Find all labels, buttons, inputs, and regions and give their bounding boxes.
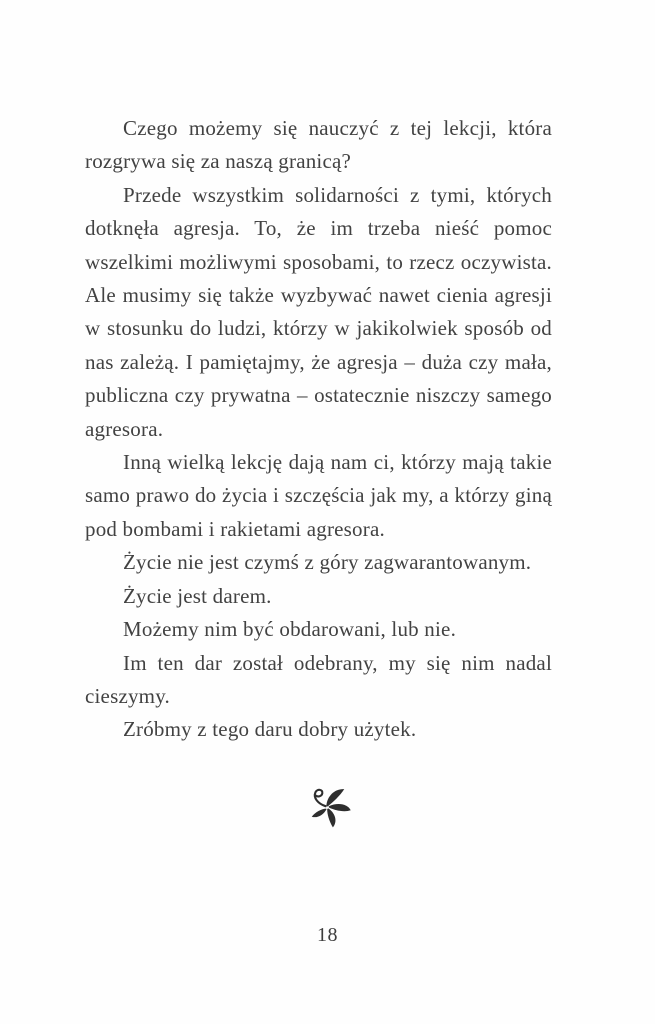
paragraph: Im ten dar został odebrany, my się nim nadal cieszymy. — [85, 650, 552, 708]
paragraph: Przede wszystkim solidarności z tymi, których dotknęła agresja. To, że im trzeba nieść pomoc wszelkimi możliwymi sposobami, to rzecz oczywista. Ale musimy się także wyzbywać nawet cienia agresji w stosunku do ludzi, którzy w jakikolwiek sposób od nas zależą. I pamiętajmy, że agresja – duża czy mała, publiczna czy prywatna – ostatecznie niszczy samego agresora. — [85, 182, 552, 441]
text-block — [85, 112, 552, 747]
paragraph: Życie nie jest czymś z góry zagwarantowanym. — [123, 550, 532, 575]
page-number: 18 — [317, 924, 338, 946]
paragraph: Czego możemy się nauczyć z tej lekcji, która rozgrywa się za naszą granicą? — [85, 116, 552, 174]
paragraph: Możemy nim być obdarowani, lub nie. — [123, 617, 457, 642]
paragraph: Zróbmy z tego daru dobry użytek. — [123, 717, 417, 742]
paragraph: Inną wielką lekcję dają nam ci, którzy mają takie samo prawo do życia i szczęścia jak my, a którzy giną pod bombami i rakietami agresora. — [85, 450, 552, 541]
paragraph: Życie jest darem. — [123, 583, 272, 608]
fleuron-ornament-icon — [302, 783, 354, 836]
section-divider — [0, 783, 655, 836]
